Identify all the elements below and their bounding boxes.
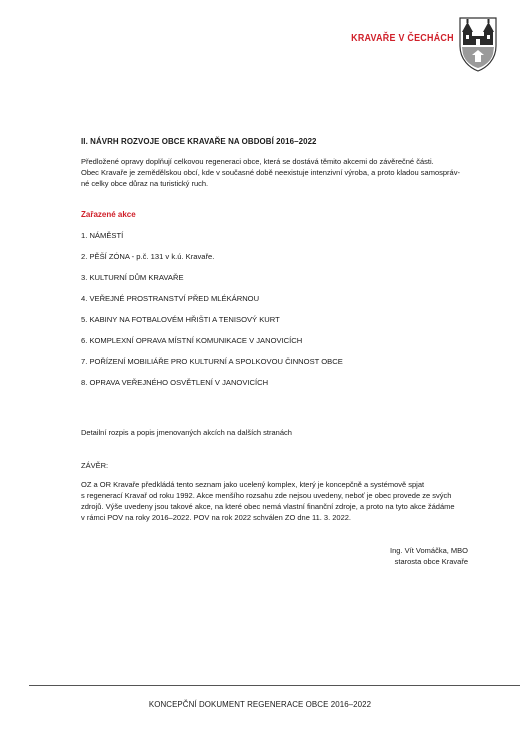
list-item: 1. NÁMĚSTÍ <box>81 231 124 240</box>
conclusion-line: s regenerací Kravař od roku 1992. Akce menšího rozsahu zde nejsou uvedeny, neboť je obec provede ze svých <box>81 491 452 500</box>
list-item: 7. POŘÍZENÍ MOBILIÁŘE PRO KULTURNÍ A SPOLKOVOU ČINNOST OBCE <box>81 357 343 366</box>
signatory-name: Ing. Vít Vomáčka, MBO <box>390 546 468 555</box>
header-title: KRAVAŘE V ČECHÁCH <box>351 32 454 44</box>
intro-line: Obec Kravaře je zemědělskou obcí, kde v současné době neexistuje intenzivní výroba, a proto kladou samospráv- <box>81 168 460 177</box>
conclusion-line: OZ a OR Kravaře předkládá tento seznam jako ucelený komplex, který je koncepčně a systémově spjat <box>81 480 425 489</box>
list-item: 4. VEŘEJNÉ PROSTRANSTVÍ PŘED MLÉKÁRNOU <box>81 294 260 303</box>
section-heading: II. NÁVRH ROZVOJE OBCE KRAVAŘE NA OBDOBÍ 2016–2022 <box>81 136 317 146</box>
conclusion-text <box>81 479 471 523</box>
intro-line: Předložené opravy doplňují celkovou regeneraci obce, která se dostává těmito akcemi do závěrečné části. <box>81 157 434 166</box>
coat-of-arms-icon <box>458 16 498 72</box>
conclusion-line: zdrojů. Výše uvedeny jsou takové akce, na které obec nemá vlastní finanční zdroje, a proto na tyto akce žádáme <box>81 502 455 511</box>
actions-list <box>81 230 471 398</box>
conclusion-line: v rámci POV na roky 2016–2022. POV na rok 2022 schválen ZO dne 11. 3. 2022. <box>81 513 352 522</box>
conclusion-label: ZÁVĚR: <box>81 461 109 470</box>
list-item: 3. KULTURNÍ DŮM KRAVAŘE <box>81 273 184 282</box>
signature-block <box>390 545 468 567</box>
list-item: 6. KOMPLEXNÍ OPRAVA MÍSTNÍ KOMUNIKACE V JANOVICÍCH <box>81 336 303 345</box>
intro-paragraph <box>81 156 471 189</box>
detail-note: Detailní rozpis a popis jmenovaných akcích na dalších stranách <box>81 428 292 437</box>
signatory-role: starosta obce Kravaře <box>394 557 468 566</box>
list-item: 8. OPRAVA VEŘEJNÉHO OSVĚTLENÍ V JANOVICÍCH <box>81 378 269 387</box>
list-item: 2. PĚŠÍ ZÓNA - p.č. 131 v k.ú. Kravaře. <box>81 252 215 261</box>
list-item: 5. KABINY NA FOTBALOVÉM HŘIŠTI A TENISOVÝ KURT <box>81 315 280 324</box>
intro-line: né celky obce důraz na turistický ruch. <box>81 179 209 188</box>
actions-heading: Zařazené akce <box>81 210 136 219</box>
footer-title: KONCEPČNÍ DOKUMENT REGENERACE OBCE 2016–2022 <box>148 699 372 709</box>
footer-divider <box>29 685 520 686</box>
